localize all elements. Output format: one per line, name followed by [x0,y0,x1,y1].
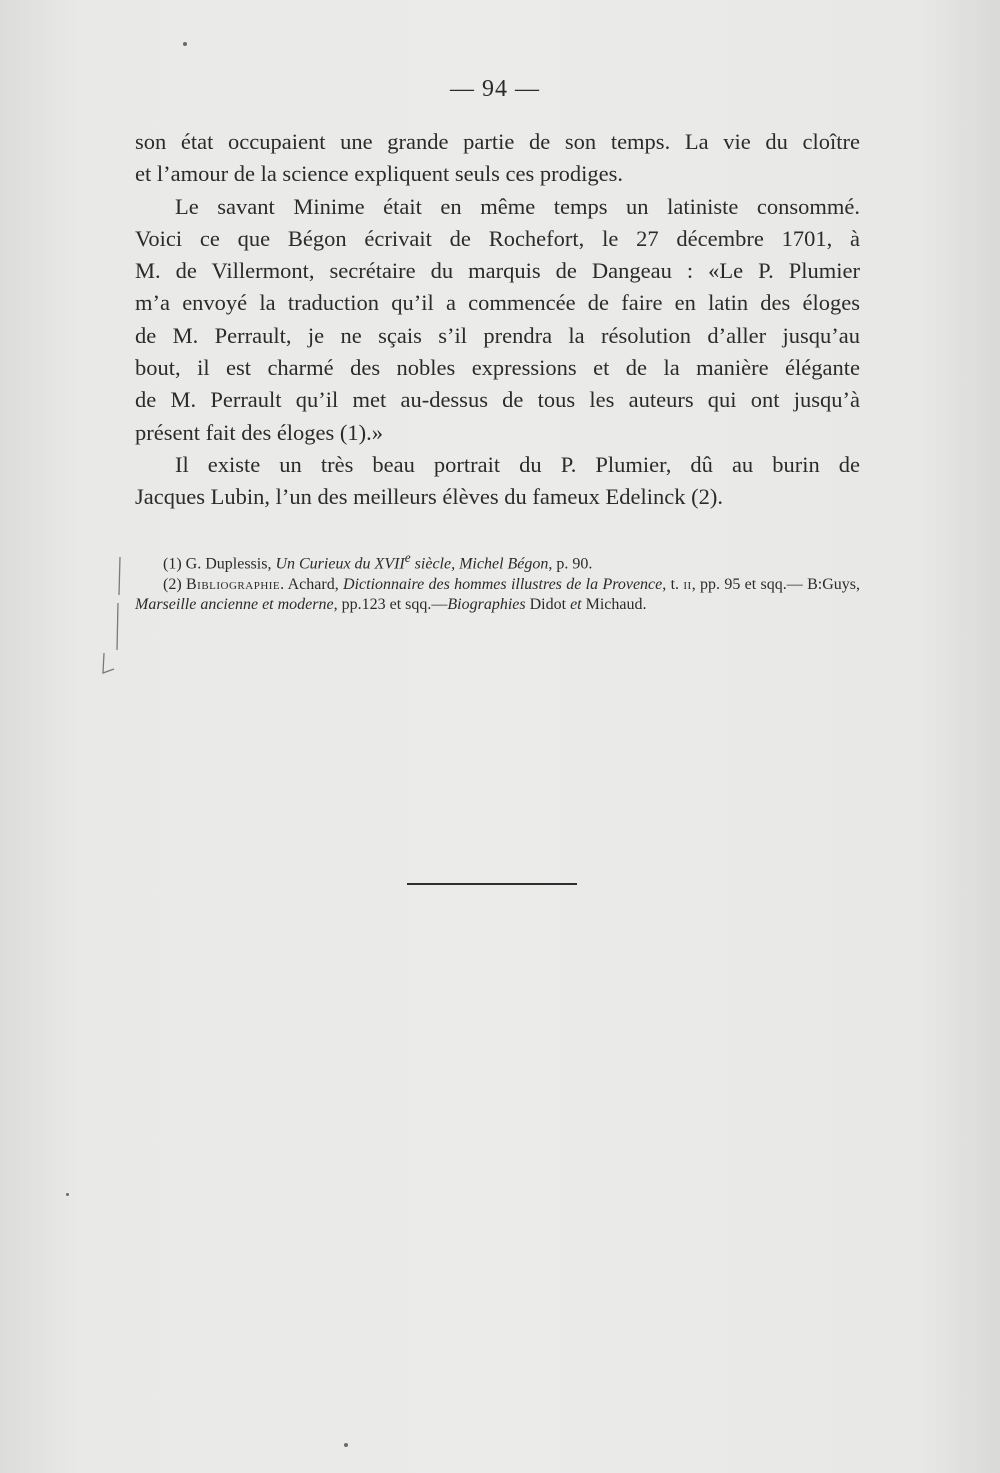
text-line: bout, il est charmé des nobles expressions et de la manière élégante [135,355,860,381]
footnotes [135,548,860,616]
text-line: son état occupaient une grande partie de son temps. La vie du cloître [135,129,860,154]
footnote-title: Dictionnaire des hommes illustres de la Provence [343,575,663,593]
footnote-text: (2) [163,575,186,593]
text-line: de M. Perrault, je ne sçais s’il prendra la résolution d’aller jusqu’au [135,322,860,348]
footnote-text: (1) G. Duplessis, [163,555,276,573]
footnote-text: , pp.123 et sqq.— [333,596,448,614]
section-divider-rule [407,883,577,885]
footnote-text: Michaud. [581,596,647,614]
speck-mark [183,42,187,46]
footnote-text: Didot [525,596,571,614]
text-line: Jacques Lubin, l’un des meilleurs élèves du fameux Edelinck (2). [135,484,723,510]
text-line: m’a envoyé la traduction qu’il a commencée de faire en latin des éloges [135,290,860,316]
paragraph-3 [135,449,860,514]
footnote-title: siècle, Michel Bégon [410,555,549,573]
footnote-conjunction: et [570,596,582,614]
footnote-text: . Achard, [280,575,344,593]
speck-mark [344,1443,348,1447]
footnote-title: Un Curieux du XVII [275,555,405,573]
speck-mark [66,1193,69,1196]
footnote-superscript: e [404,550,411,565]
page-number: — 94 — [450,76,540,102]
footnote-text: , p. 90. [548,555,593,573]
pencil-margin-mark [96,555,126,685]
text-line: Il existe un très beau portrait du P. Plumier, dû au burin de [175,451,860,477]
text-line: présent fait des éloges (1).» [135,419,384,445]
text-line: Voici ce que Bégon écrivait de Rochefort, le 27 décembre 1701, à [135,225,860,251]
text-line: M. de Villermont, secrétaire du marquis de Dangeau : «Le P. Plumier [135,258,860,284]
footnote-title: Marseille ancienne et moderne [135,596,334,614]
body-text [135,126,860,514]
text-line: Le savant Minime était en même temps un latiniste consommé. [175,193,860,219]
paragraph-1 [135,126,860,191]
text-line: de M. Perrault qu’il met au-dessus de tous les auteurs qui ont jusqu’à [135,387,860,413]
footnote-heading: Bibliographie [185,575,281,593]
paragraph-2 [135,191,860,449]
footnote-1 [135,548,860,575]
footnote-2 [135,575,860,616]
footnote-title: Biographies [447,596,526,614]
footnote-tome: ii [683,575,692,593]
text-line: et l’amour de la science expliquent seuls ces prodiges. [135,161,623,187]
footnote-text: , t. [662,575,684,593]
footnote-text: , pp. 95 et sqq.— B:Guys, [691,575,860,593]
